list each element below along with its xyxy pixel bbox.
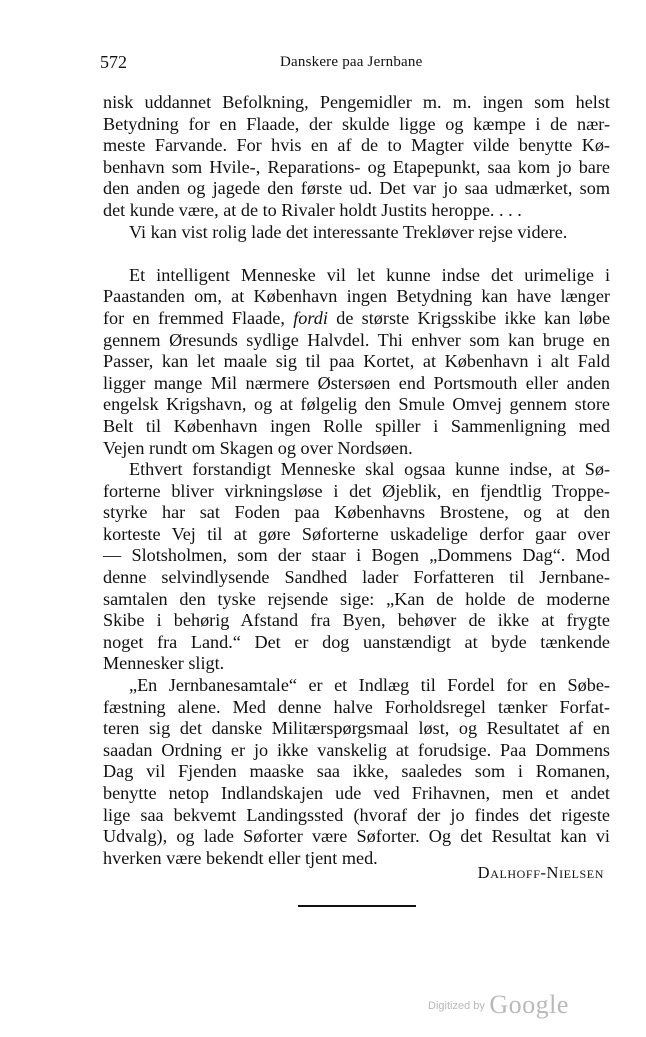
text-line: korteste Vej til at gøre Søforterne uskadelige derfor gaar over: [103, 523, 610, 544]
text-line: samtalen den tyske rejsende sige: „Kan de holde de moderne: [103, 588, 610, 609]
text-line: nisk uddannet Befolkning, Pengemidler m. m. ingen som helst: [103, 92, 610, 112]
text-line: benytte netop Indlandskajen ude ved Frihavnen, men et andet: [103, 783, 610, 803]
text-line: Belt til København ingen Rolle spiller i Sammenligning med: [103, 415, 610, 436]
text-line: styrke har sat Foden paa Københavns Brostene, og at den: [103, 502, 610, 523]
author-signature: Dalhoff-Nielsen: [477, 863, 604, 882]
page-header: [100, 48, 620, 78]
text-line: lige saa bekvemt Landingssted (hvoraf der jo findes det rigeste: [103, 804, 610, 825]
text-segment: de største Krigsskibe ikke kan løbe: [336, 307, 611, 328]
text-line: Mennesker sligt.: [103, 653, 225, 674]
text-line: benhavn som Hvile-, Reparations- og Etapepunkt, saa kom jo bare: [103, 156, 610, 177]
text-line: saadan Ordning er jo ikke vanskelig at forudsige. Paa Dommens: [103, 739, 610, 760]
text-line: Passer, kan let maale sig til paa Kortet, at København i alt Fald: [103, 351, 610, 372]
text-line: Paastanden om, at København ingen Betydning kan have længer: [103, 286, 610, 307]
text-line: Skibe i behørig Afstand fra Byen, behøver de ikke at frygte: [103, 610, 610, 631]
text-line: noget fra Land.“ Det er dog uanstændigt at byde tænkende: [103, 631, 610, 652]
google-logo: Google: [489, 990, 569, 1019]
text-line: Et intelligent Menneske vil let kunne indse det urimelige i: [129, 264, 610, 285]
text-line: teren sig det danske Militærspørgsmaal løst, og Resultatet af en: [103, 718, 610, 739]
text-line: forterne bliver virkningsløse i det Øjeblik, en fjendtlig Troppe-: [103, 480, 610, 501]
text-line: meste Farvande. For hvis en af de to Magter vilde benytte Kø-: [103, 135, 610, 156]
text-line: engelsk Krigshavn, og at følgelig den Smule Omvej gennem store: [103, 394, 610, 415]
running-head: Danskere paa Jernbane: [280, 54, 423, 70]
text-segment: for en fremmed Flaade,: [103, 307, 285, 328]
text-line: Udvalg), og lade Søforter være Søforter. Og det Resultat kan vi: [103, 826, 610, 847]
section-divider: [298, 905, 416, 907]
text-line: — Slotsholmen, som der staar i Bogen „Dommens Dag“. Mod: [103, 545, 610, 566]
text-line: fæstning alene. Med denne halve Forholdsregel tænker Forfat-: [103, 696, 610, 717]
text-line: det kunde være, at de to Rivaler holdt Justits heroppe. . . .: [103, 199, 522, 220]
text-line: Ethvert forstandigt Menneske skal ogsaa kunne indse, at Sø-: [129, 459, 610, 480]
page-number: 572: [100, 52, 127, 72]
text-line: Betydning for en Flaade, der skulde ligge og kæmpe i de nær-: [103, 113, 610, 134]
digitized-watermark: [428, 990, 569, 1020]
italic-word: fordi: [293, 307, 328, 328]
paragraph-gap: [103, 243, 610, 265]
watermark-prefix: Digitized by: [428, 1000, 485, 1012]
body-text: [103, 92, 610, 869]
text-line: [103, 308, 610, 330]
text-line: „En Jernbanesamtale“ er et Indlæg til Fordel for en Søbe-: [129, 675, 610, 696]
text-line: den anden og jagede den første ud. Det var jo saa udmærket, som: [103, 178, 610, 199]
text-line: Vejen rundt om Skagen og over Nordsøen.: [103, 437, 413, 458]
text-line: gennem Øresunds sydlige Halvdel. Thi enhver som kan bruge en: [103, 329, 610, 350]
text-line: Dag vil Fjenden maaske saa ikke, saaledes som i Romanen,: [103, 761, 610, 782]
text-line: ligger mange Mil nærmere Østersøen end Portsmouth eller anden: [103, 372, 610, 393]
text-line: Vi kan vist rolig lade det interessante Trekløver rejse videre.: [129, 221, 568, 242]
text-line: hverken være bekendt eller tjent med.: [103, 847, 378, 868]
text-line: denne selvindlysende Sandhed lader Forfatteren til Jernbane-: [103, 567, 610, 588]
